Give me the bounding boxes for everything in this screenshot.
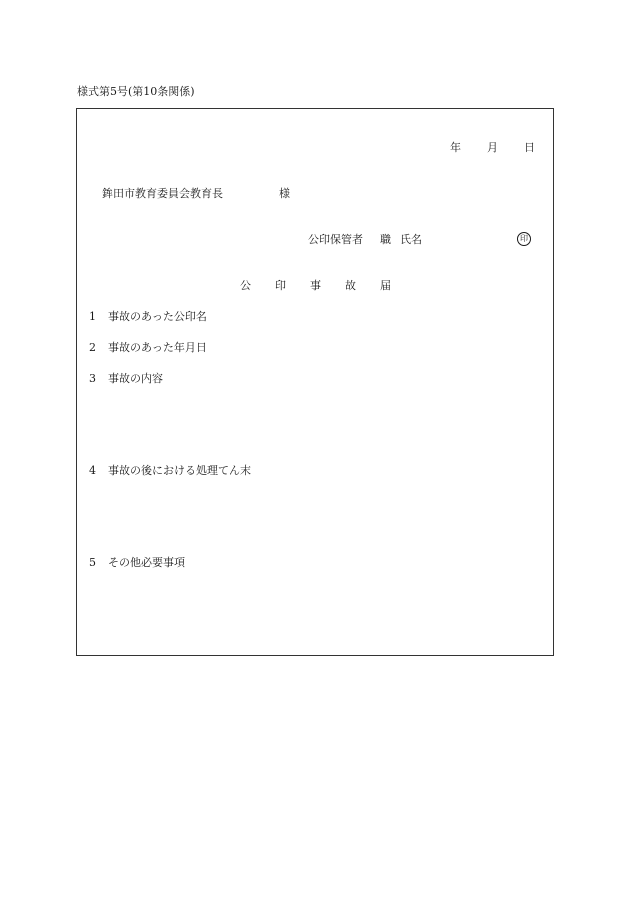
- document-title: 公印事故届: [240, 279, 415, 292]
- seal-holder-label: 公印保管者: [308, 233, 363, 246]
- item-number: 5: [89, 556, 96, 569]
- form-number-label: 様式第5号(第10条関係): [77, 85, 195, 98]
- seal-holder-name-label: 氏名: [400, 233, 422, 246]
- addressee-honorific: 様: [279, 187, 290, 200]
- item-label: その他必要事項: [108, 556, 185, 569]
- addressee-name: 鉾田市教育委員会教育長: [102, 187, 223, 200]
- item-number: 1: [89, 310, 96, 323]
- month-label: 月: [487, 141, 498, 154]
- seal-holder-title-label: 職: [380, 233, 391, 246]
- date-row: [450, 142, 535, 153]
- item-label: 事故の後における処理てん末: [108, 464, 251, 477]
- item-label: 事故の内容: [108, 372, 163, 385]
- item-number: 4: [89, 464, 96, 477]
- year-label: 年: [450, 141, 461, 154]
- item-label: 事故のあった年月日: [108, 341, 207, 354]
- item-number: 2: [89, 341, 96, 354]
- day-label: 日: [524, 141, 535, 154]
- seal-mark-icon: 印: [517, 232, 531, 246]
- item-number: 3: [89, 372, 96, 385]
- item-label: 事故のあった公印名: [108, 310, 207, 323]
